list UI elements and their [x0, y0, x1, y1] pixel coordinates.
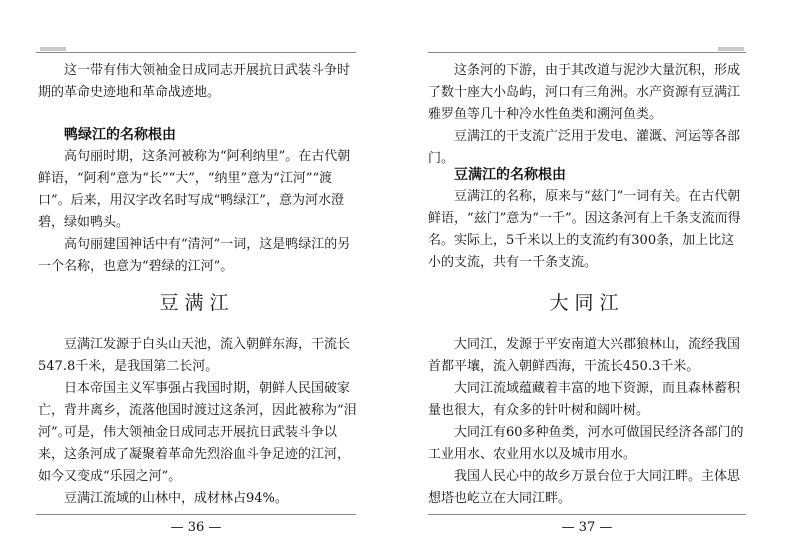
paragraph: 大同江，发源于平安南道大兴郡狼林山，流经我国首都平壤，流入朝鲜西海，干流长450.3千米。 [428, 337, 741, 374]
paragraph: 大同江有60多种鱼类，河水可做国民经济各部门的工业用水、农业用水以及城市用水。 [428, 425, 744, 462]
right-page [394, 0, 787, 558]
footer-rule [36, 514, 356, 515]
section-heading: 鸭绿江的名称根由 [64, 127, 176, 143]
paragraph: 高句丽时期，这条河被称为“阿利纳里”。在古代朝鲜语，“阿利”意为“长”“大”，“纳里”意为“江河”“渡口”。后来，用汉字改名时写成“鸭绿江”，意为河水澄碧，绿如鸭头。 [38, 149, 351, 230]
paragraph: 我国人民心中的故乡万景台位于大同江畔。主体思想塔也屹立在大同江畔。 [428, 469, 741, 506]
paragraph: 豆满江的名称，原来与“兹门”一词有关。在古代朝鲜语，“兹门”意为“一千”。因这条河有上千条支流而得名。实际上，5千米以上的支流约有300条，加上比这小的支流，共有一千条支流。 [428, 189, 741, 270]
header-tab-marker [40, 47, 66, 51]
paragraph: 这一带有伟大领袖金日成同志开展抗日武装斗争时期的革命史迹地和革命战迹地。 [38, 63, 351, 100]
paragraph: 可是，伟大领袖金日成同志开展抗日武装斗争以来，这条河成了凝聚着革命先烈浴血斗争足迹的江河，如今又变成“乐园之河”。 [38, 425, 351, 484]
paragraph: 大同江流域蕴藏着丰富的地下资源，而且森林蓄积量也很大，有众多的针叶树和阔叶树。 [428, 381, 741, 418]
header-rule [36, 52, 356, 53]
paragraph: 日本帝国主义军事强占我国时期，朝鲜人民国破家亡，背井离乡，流落他国时渡过这条河，因此被称为“泪河”。 [38, 381, 357, 440]
page-title: 大同江 [549, 292, 625, 314]
left-page [0, 0, 393, 558]
page-title: 豆满江 [159, 292, 235, 314]
paragraph: 高句丽建国神话中有“清河”一词，这是鸭绿江的另一个名称，也意为“碧绿的江河”。 [38, 237, 351, 274]
paragraph: 豆满江的干支流广泛用于发电、灌溉、河运等各部门。 [428, 129, 741, 166]
section-heading: 豆满江的名称根由 [454, 167, 566, 183]
paragraph: 这条河的下游，由于其改道与泥沙大量沉积，形成了数十座大小岛屿，河口有三角洲。水产资源有豆满江雅罗鱼等几十种冷水性鱼类和溯河鱼类。 [428, 63, 741, 122]
page-number: — 36 — [170, 520, 222, 535]
paragraph: 豆满江流域的山林中，成材林占94%。 [64, 491, 288, 506]
header-rule [428, 52, 746, 53]
paragraph: 豆满江发源于白头山天池，流入朝鲜东海，干流长547.8千米，是我国第二长河。 [38, 337, 351, 374]
footer-rule [428, 514, 746, 515]
header-tab-marker [718, 47, 744, 51]
page-number: — 37 — [561, 520, 613, 535]
